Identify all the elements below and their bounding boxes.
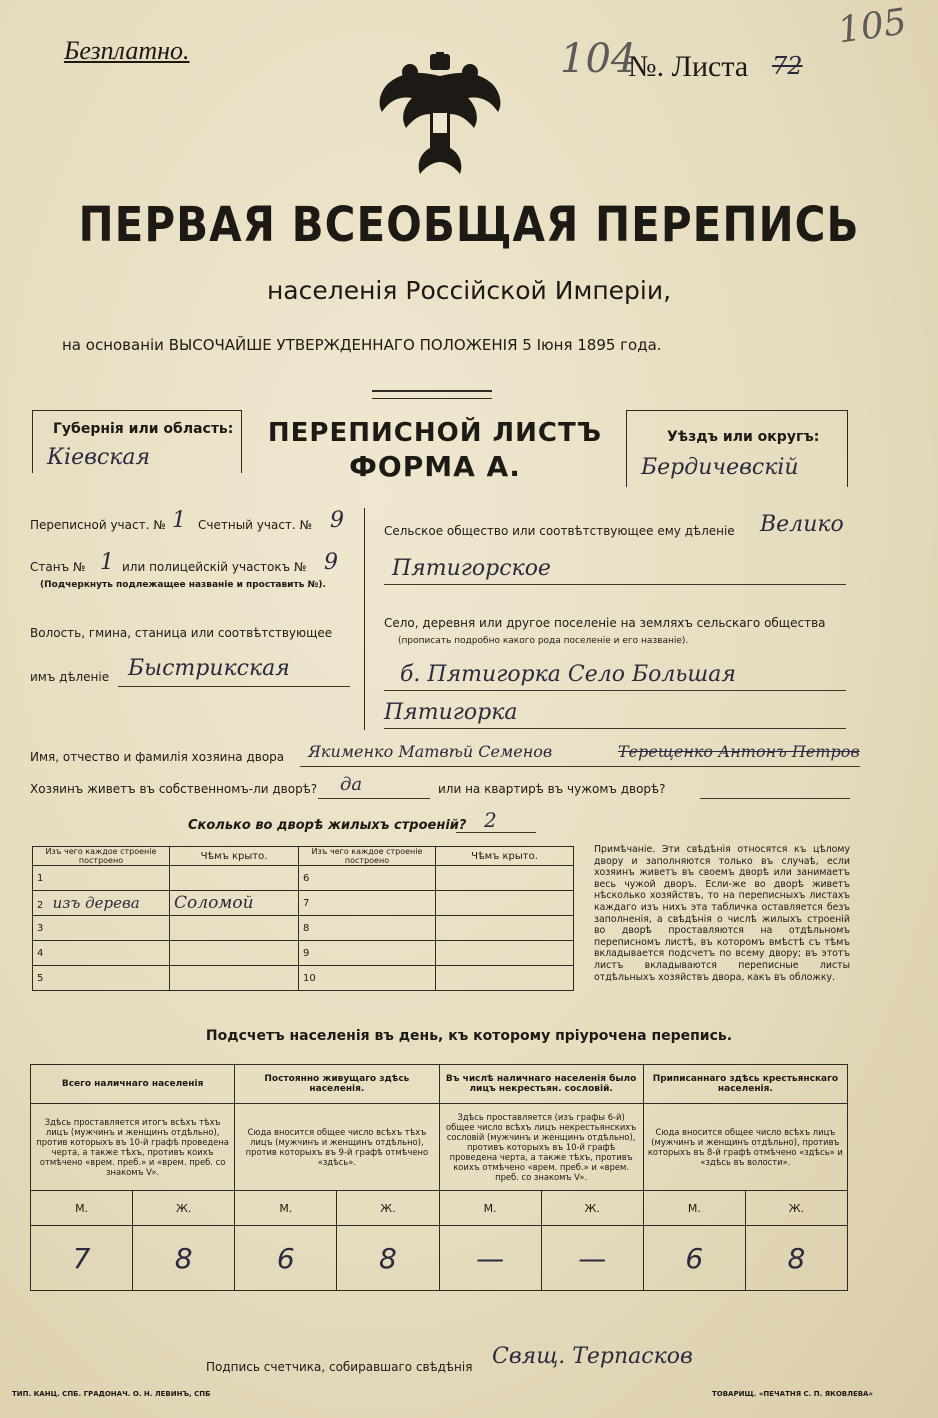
row-num: 9 (303, 947, 310, 959)
count-col-title: Постоянно живущаго здѣсь населенія. (235, 1065, 439, 1104)
volost-line (118, 686, 350, 687)
center-divider (364, 508, 365, 730)
guberniya-box (32, 410, 242, 473)
footer-left: ТИП. КАНЦ. СПБ. ГРАДОНАЧ. О. Н. ЛЕВИНЪ, СПБ (12, 1390, 211, 1398)
table-row (33, 916, 574, 941)
owner-value: Якименко Матвѣй Семенов (308, 742, 553, 761)
count-value: — (439, 1226, 541, 1291)
row-num: 1 (37, 872, 44, 884)
own-yard-label: Хозяинъ живетъ въ собственномъ-ли дворѣ? (30, 782, 318, 796)
col-roof-left: Чѣмъ крыто. (170, 847, 299, 866)
double-headed-eagle-icon (370, 52, 510, 182)
pencil-number-104: 104 (560, 36, 637, 82)
m-header: М. (643, 1191, 745, 1226)
society-value-2: Пятигорское (392, 556, 551, 581)
other-yard-line (700, 798, 850, 799)
zh-header: Ж. (133, 1191, 235, 1226)
own-yard-value: да (340, 774, 363, 795)
roof-value: Соломой (174, 893, 254, 913)
schetny-uch-value: 9 (330, 508, 344, 533)
row-num: 5 (37, 972, 44, 984)
census-subtitle: населенія Россійской Имперіи, (266, 276, 672, 305)
society-label: Сельское общество или соотвѣтствующее ему дѣленіе (384, 524, 735, 538)
owner-struck-value: Терещенко Антонъ Петров (618, 742, 860, 761)
buildings-label: Сколько во дворѣ жилыхъ строеній? (188, 818, 467, 833)
uezd-value: Бердичевскій (641, 455, 799, 480)
volost-value: Быстрикская (128, 656, 290, 681)
row-num: 2 (37, 900, 44, 911)
zh-header: Ж. (337, 1191, 439, 1226)
count-value: 8 (745, 1226, 847, 1291)
form-label: ФОРМА А. (349, 450, 521, 483)
census-basis: на основаніи ВЫСОЧАЙШЕ УТВЕРЖДЕННАГО ПОЛОЖЕНІЯ 5 Іюня 1895 года. (62, 336, 662, 354)
col-roof-right: Чѣмъ крыто. (436, 847, 574, 866)
society-value-1: Велико (760, 512, 844, 537)
signature-value: Свящ. Терпасков (492, 1344, 693, 1369)
village-value-2: Пятигорка (384, 700, 518, 725)
count-heading: Подсчетъ населенія въ день, къ которому пріурочена перепись. (205, 1028, 733, 1044)
owner-line (300, 766, 860, 767)
village-note: (прописать подробно какого рода поселеніе и его названіе). (398, 636, 689, 646)
count-col-desc: Сюда вносится общее число всѣхъ лицъ (мужчинъ и женщинъ отдѣльно), противъ которыхъ въ 8-й графѣ отмѣчено «здѣсь» и «здѣсь въ волости». (643, 1104, 847, 1191)
zh-header: Ж. (541, 1191, 643, 1226)
count-value: 6 (643, 1226, 745, 1291)
uezd-label: Уѣздъ или округъ: (667, 429, 820, 445)
m-header: М. (235, 1191, 337, 1226)
table-row (33, 866, 574, 891)
sheet-number-value: 72 (772, 52, 803, 80)
zh-header: Ж. (745, 1191, 847, 1226)
stan-label: Станъ № (30, 560, 86, 574)
count-value: 8 (337, 1226, 439, 1291)
count-col-desc: Здѣсь проставляется итогъ всѣхъ тѣхъ лицъ (мужчинъ и женщинъ отдѣльно), против которыхъ въ 10-й графѣ проведена черта, а также тѣхъ, противъ коихъ отмѣчено «врем. преб.» и «врем. преб. со знакомъ V». (31, 1104, 235, 1191)
note-text: Примѣчаніе. Эти свѣдѣнія относятся къ цѣлому двору и заполняются только въ случаѣ, если хозяинъ живетъ въ своемъ дворѣ или занимаетъ весь чужой дворъ. Если-же во дворѣ живетъ нѣсколько хозяйствъ, то на переписныхъ листахъ каждаго изъ нихъ эта табличка оставляется безъ заполненія, а свѣдѣнія о числѣ жилыхъ строеній во дворѣ проставляются на отдѣльномъ переписномъ листѣ, въ которомъ вмѣстѣ съ тѣмъ вкладывается подсчетъ по всему двору; въ этотъ листъ вкладываются переписные листы отдѣльныхъ хозяйствъ двора, какъ въ обложку. (594, 844, 850, 983)
material-value: изъ дерева (52, 894, 140, 912)
count-value: 7 (31, 1226, 133, 1291)
village-label: Село, деревня или другое поселеніе на земляхъ сельскаго общества (384, 616, 826, 630)
volost-label-2: имъ дѣленіе (30, 670, 110, 684)
buildings-value: 2 (484, 808, 497, 832)
volost-label-1: Волость, гмина, станица или соотвѣтствующее (30, 626, 333, 640)
table-row (33, 966, 574, 991)
own-yard-line (318, 798, 430, 799)
uezd-box (626, 410, 848, 487)
count-table (30, 1064, 848, 1291)
count-col-desc: Здѣсь проставляется (изъ графы 6-й) общее число всѣхъ лицъ некрестьянскихъ сословій (мужчинъ и женщинъ отдѣльно), противъ которыхъ въ 10-й графѣ проведена черта, а также тѣхъ, противъ коихъ отмѣчено «врем. преб.» и «врем. преб. со знакомъ V». (439, 1104, 643, 1191)
table-row (33, 941, 574, 966)
buildings-line (456, 832, 536, 833)
count-value: 6 (235, 1226, 337, 1291)
row-num: 6 (303, 872, 310, 884)
guberniya-label: Губернія или область: (53, 421, 234, 437)
village-value-1: б. Пятигорка Село Большая (400, 662, 736, 687)
police-value: 9 (324, 550, 338, 575)
census-title: ПЕРВАЯ ВСЕОБЩАЯ ПЕРЕПИСЬ (78, 196, 860, 253)
row-num: 4 (37, 947, 44, 959)
row-num: 3 (37, 922, 44, 934)
village-line-2 (384, 728, 846, 729)
free-label: Безплатно. (64, 36, 190, 65)
row-num: 7 (303, 897, 310, 909)
ornament-divider (372, 390, 492, 399)
perepisnoy-uch-value: 1 (172, 508, 186, 533)
stan-value: 1 (100, 550, 114, 575)
pencil-number-105: 105 (835, 1, 910, 52)
sheet-number-label: №. Листа (628, 50, 749, 83)
footer-right: ТОВАРИЩ. «ПЕЧАТНЯ С. П. ЯКОВЛЕВА» (712, 1390, 873, 1398)
signature-label: Подпись счетчика, собиравшаго свѣдѣнія (206, 1360, 473, 1374)
police-label: или полицейскій участокъ № (122, 560, 307, 574)
stan-note: (Подчеркнуть подлежащее названіе и проставить №). (40, 580, 326, 590)
count-value: — (541, 1226, 643, 1291)
m-header: М. (439, 1191, 541, 1226)
form-title: ПЕРЕПИСНОЙ ЛИСТЪ (267, 418, 603, 448)
count-col-title: Въ числѣ наличнаго населенія было лицъ некрестьян. сословій. (439, 1065, 643, 1104)
col-material-right: Изъ чего каждое строеніе построено (299, 847, 436, 866)
col-material-left: Изъ чего каждое строеніе построено (33, 847, 170, 866)
count-value: 8 (133, 1226, 235, 1291)
guberniya-value: Кіевская (47, 445, 151, 470)
m-header: М. (31, 1191, 133, 1226)
row-num: 8 (303, 922, 310, 934)
row-num: 10 (303, 972, 316, 984)
table-row (33, 891, 574, 916)
perepisnoy-uch-label: Переписной участ. № (30, 518, 166, 532)
count-col-title: Всего наличнаго населенія (31, 1065, 235, 1104)
village-line-1 (384, 690, 846, 691)
buildings-table (32, 846, 574, 991)
count-col-desc: Сюда вносится общее число всѣхъ тѣхъ лицъ (мужчинъ и женщинъ отдѣльно), против которыхъ въ 9-й графѣ отмѣчено «здѣсь». (235, 1104, 439, 1191)
society-line (384, 584, 846, 585)
owner-label: Имя, отчество и фамилія хозяина двора (30, 750, 285, 764)
other-yard-label: или на квартирѣ въ чужомъ дворѣ? (438, 782, 666, 796)
schetny-uch-label: Счетный участ. № (198, 518, 313, 532)
count-col-title: Приписаннаго здѣсь крестьянскаго населенія. (643, 1065, 847, 1104)
